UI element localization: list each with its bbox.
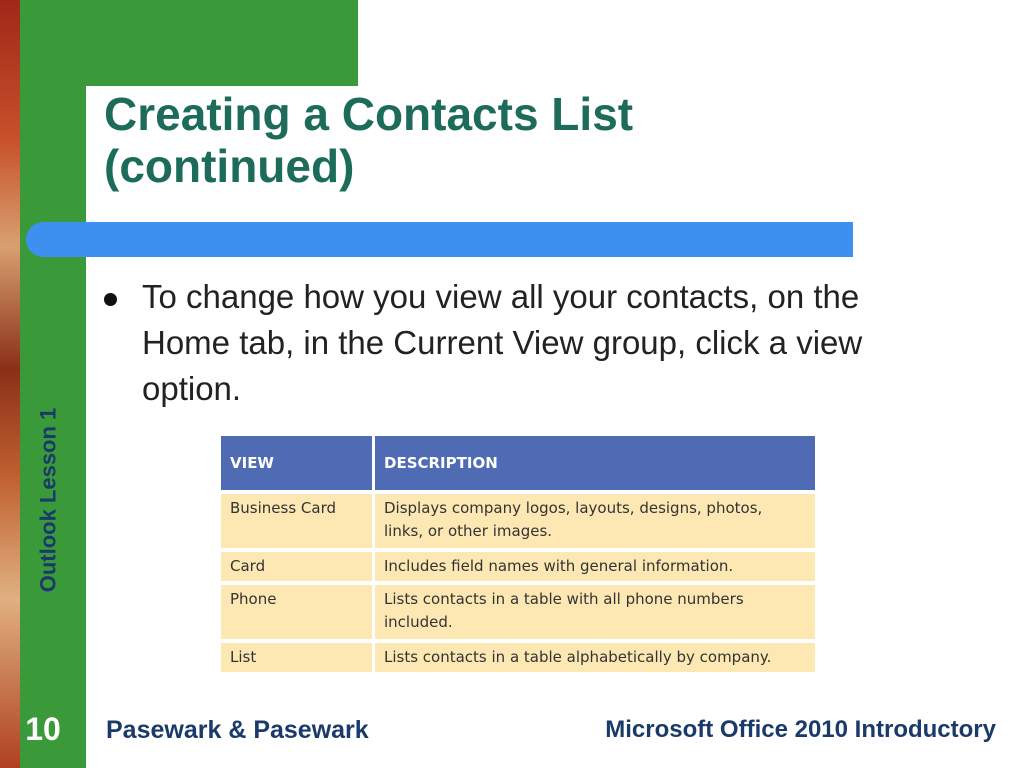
cell-view: Card	[230, 557, 266, 575]
header-description: DESCRIPTION	[374, 436, 816, 492]
table-row	[221, 583, 815, 641]
footer-author: Pasewark & Pasewark	[106, 716, 369, 744]
cell-description: Lists contacts in a table with all phone numbers included.	[384, 590, 744, 631]
title-line-2: (continued)	[104, 140, 355, 192]
cell-view: Phone	[230, 590, 277, 608]
cell-description: Lists contacts in a table alphabetically by company.	[384, 648, 772, 666]
cell-description: Includes field names with general information.	[384, 557, 734, 575]
bullet-item	[104, 274, 924, 412]
page-number-box	[20, 700, 66, 758]
footer-course: Microsoft Office 2010 Introductory	[605, 716, 996, 743]
green-top-band	[20, 0, 358, 86]
lesson-label	[30, 380, 66, 620]
cell-view: Business Card	[230, 499, 337, 517]
header-view: VIEW	[221, 436, 374, 492]
title-divider-bar	[26, 222, 853, 257]
cell-view: List	[230, 648, 257, 666]
table-row	[221, 641, 815, 672]
slide-title	[104, 88, 804, 192]
table-row	[221, 492, 815, 550]
title-line-1: Creating a Contacts List	[104, 88, 634, 140]
view-options-table	[221, 436, 815, 672]
decorative-photo-strip	[0, 0, 20, 768]
cell-description: Displays company logos, layouts, designs, photos, links, or other images.	[384, 499, 763, 540]
table-row	[221, 550, 815, 583]
bullet-dot-icon	[104, 293, 117, 306]
table-header-row	[221, 436, 815, 492]
page-number: 10	[25, 710, 61, 747]
lesson-label-text: Outlook Lesson 1	[35, 407, 60, 593]
bullet-text: To change how you view all your contacts, on the Home tab, in the Current View group, click a view option.	[142, 278, 863, 407]
